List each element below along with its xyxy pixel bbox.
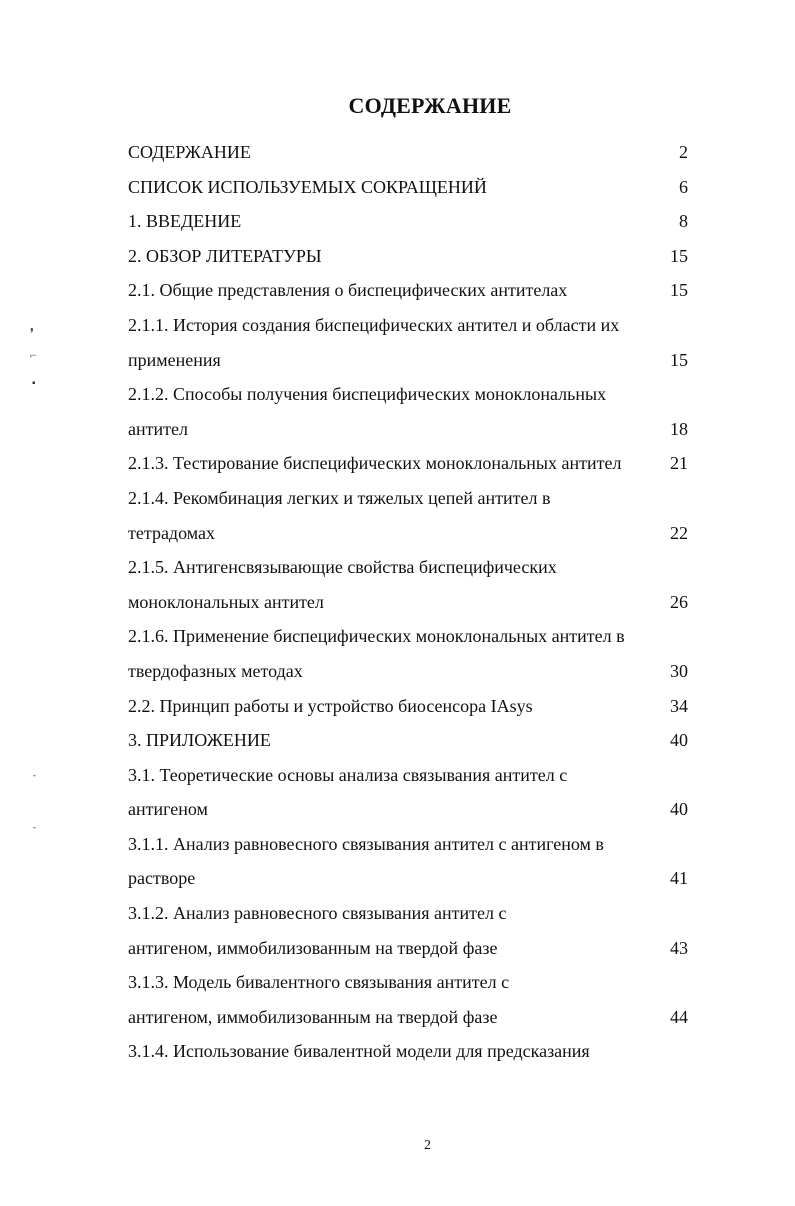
toc-entry[interactable] — [128, 412, 688, 447]
scan-speck: - — [33, 770, 36, 780]
toc-entry-text: моноклональных антител — [128, 591, 324, 612]
toc-entry[interactable] — [128, 550, 688, 585]
toc-entry-page: 15 — [670, 245, 688, 266]
toc-entry-text: СПИСОК ИСПОЛЬЗУЕМЫХ СОКРАЩЕНИЙ — [128, 176, 487, 197]
toc-entry-page: 30 — [670, 660, 688, 681]
toc-entry[interactable] — [128, 723, 688, 758]
toc-entry[interactable] — [128, 861, 688, 896]
toc-entry-text: твердофазных методах — [128, 660, 303, 681]
toc-entry[interactable] — [128, 308, 688, 343]
toc-entry-text: 2.1.1. История создания биспецифических антител и области их — [128, 314, 620, 335]
toc-entry-page: 26 — [670, 591, 688, 612]
toc-entry-text: 1. ВВЕДЕНИЕ — [128, 211, 242, 232]
toc-entry-text: антител — [128, 418, 188, 439]
toc-entry-page: 8 — [679, 211, 688, 232]
toc-entry-text: 2.1.3. Тестирование биспецифических моноклональных антител — [128, 453, 622, 474]
toc-entry-page: 15 — [670, 280, 688, 301]
toc-entry[interactable] — [128, 135, 688, 170]
scan-speck: ▪ — [32, 378, 36, 389]
toc-entry[interactable] — [128, 481, 688, 516]
toc-entry-text: 3.1.3. Модель бивалентного связывания антител с — [128, 972, 510, 993]
toc-entry-page: 15 — [670, 349, 688, 370]
toc-entry-text: 3.1.4. Использование бивалентной модели для предсказания — [128, 1041, 590, 1062]
toc-entry-page: 40 — [670, 799, 688, 820]
toc-entry-text: антигеном, иммобилизованным на твердой фазе — [128, 937, 498, 958]
toc-entry[interactable] — [128, 516, 688, 551]
toc-entry-text: растворе — [128, 868, 196, 889]
toc-entry-text: 3. ПРИЛОЖЕНИЕ — [128, 730, 271, 751]
page-title: СОДЕРЖАНИЕ — [348, 93, 512, 118]
toc-entry-text: 2.1. Общие представления о биспецифических антителах — [128, 280, 568, 301]
toc-entry-text: 3.1.2. Анализ равновесного связывания антител с — [128, 903, 507, 924]
toc-entry[interactable] — [128, 170, 688, 205]
page-number: 2 — [424, 1138, 431, 1153]
toc-entry[interactable] — [128, 619, 688, 654]
toc-entry[interactable] — [128, 965, 688, 1000]
toc-entry-text: 2.1.4. Рекомбинация легких и тяжелых цепей антител в — [128, 487, 551, 508]
toc-entry[interactable] — [128, 273, 688, 308]
toc-entry-text: 2.1.6. Применение биспецифических моноклональных антител в — [128, 626, 625, 647]
toc-entry-text: антигеном — [128, 799, 208, 820]
toc-entry-page: 41 — [670, 868, 688, 889]
toc-entry[interactable] — [128, 896, 688, 931]
toc-entry-text: применения — [128, 349, 221, 370]
toc-entry-text: 2. ОБЗОР ЛИТЕРАТУРЫ — [128, 245, 322, 266]
toc-entry[interactable] — [128, 343, 688, 378]
toc-entry[interactable] — [128, 931, 688, 966]
toc-entry-page: 21 — [670, 453, 688, 474]
toc-entry-page: 18 — [670, 418, 688, 439]
toc-entry[interactable] — [128, 446, 688, 481]
toc-entry-text: 2.1.2. Способы получения биспецифических моноклональных — [128, 384, 607, 405]
toc-entry[interactable] — [128, 239, 688, 274]
toc-entry-page: 6 — [679, 176, 688, 197]
toc-entry-text: антигеном, иммобилизованным на твердой фазе — [128, 1006, 498, 1027]
toc-entry[interactable] — [128, 758, 688, 793]
toc-entry[interactable] — [128, 1034, 688, 1069]
toc-entry[interactable] — [128, 204, 688, 239]
table-of-contents — [128, 135, 688, 1069]
scan-speck: ❜ — [30, 326, 34, 340]
toc-entry[interactable] — [128, 827, 688, 862]
toc-entry-page: 2 — [679, 142, 688, 162]
toc-entry-text: тетрадомах — [128, 522, 216, 543]
toc-entry-page: 40 — [670, 730, 688, 751]
toc-entry-text: СОДЕРЖАНИЕ — [128, 142, 251, 162]
scan-speck: - — [33, 822, 36, 832]
toc-entry-page: 34 — [670, 695, 688, 716]
toc-entry[interactable] — [128, 654, 688, 689]
toc-entry[interactable] — [128, 689, 688, 724]
toc-entry-page: 44 — [670, 1006, 688, 1027]
toc-entry-page: 22 — [670, 522, 688, 543]
toc-entry-text: 3.1. Теоретические основы анализа связывания антител с — [128, 764, 568, 785]
toc-entry[interactable] — [128, 792, 688, 827]
toc-entry[interactable] — [128, 585, 688, 620]
toc-entry[interactable] — [128, 377, 688, 412]
scan-speck: ⌐ — [30, 348, 37, 362]
toc-entry-page: 43 — [670, 937, 688, 958]
toc-entry-text: 3.1.1. Анализ равновесного связывания антител с антигеном в — [128, 833, 604, 854]
toc-entry[interactable] — [128, 1000, 688, 1035]
toc-entry-text: 2.1.5. Антигенсвязывающие свойства биспецифических — [128, 557, 557, 578]
toc-entry-text: 2.2. Принцип работы и устройство биосенсора IAsys — [128, 695, 533, 716]
